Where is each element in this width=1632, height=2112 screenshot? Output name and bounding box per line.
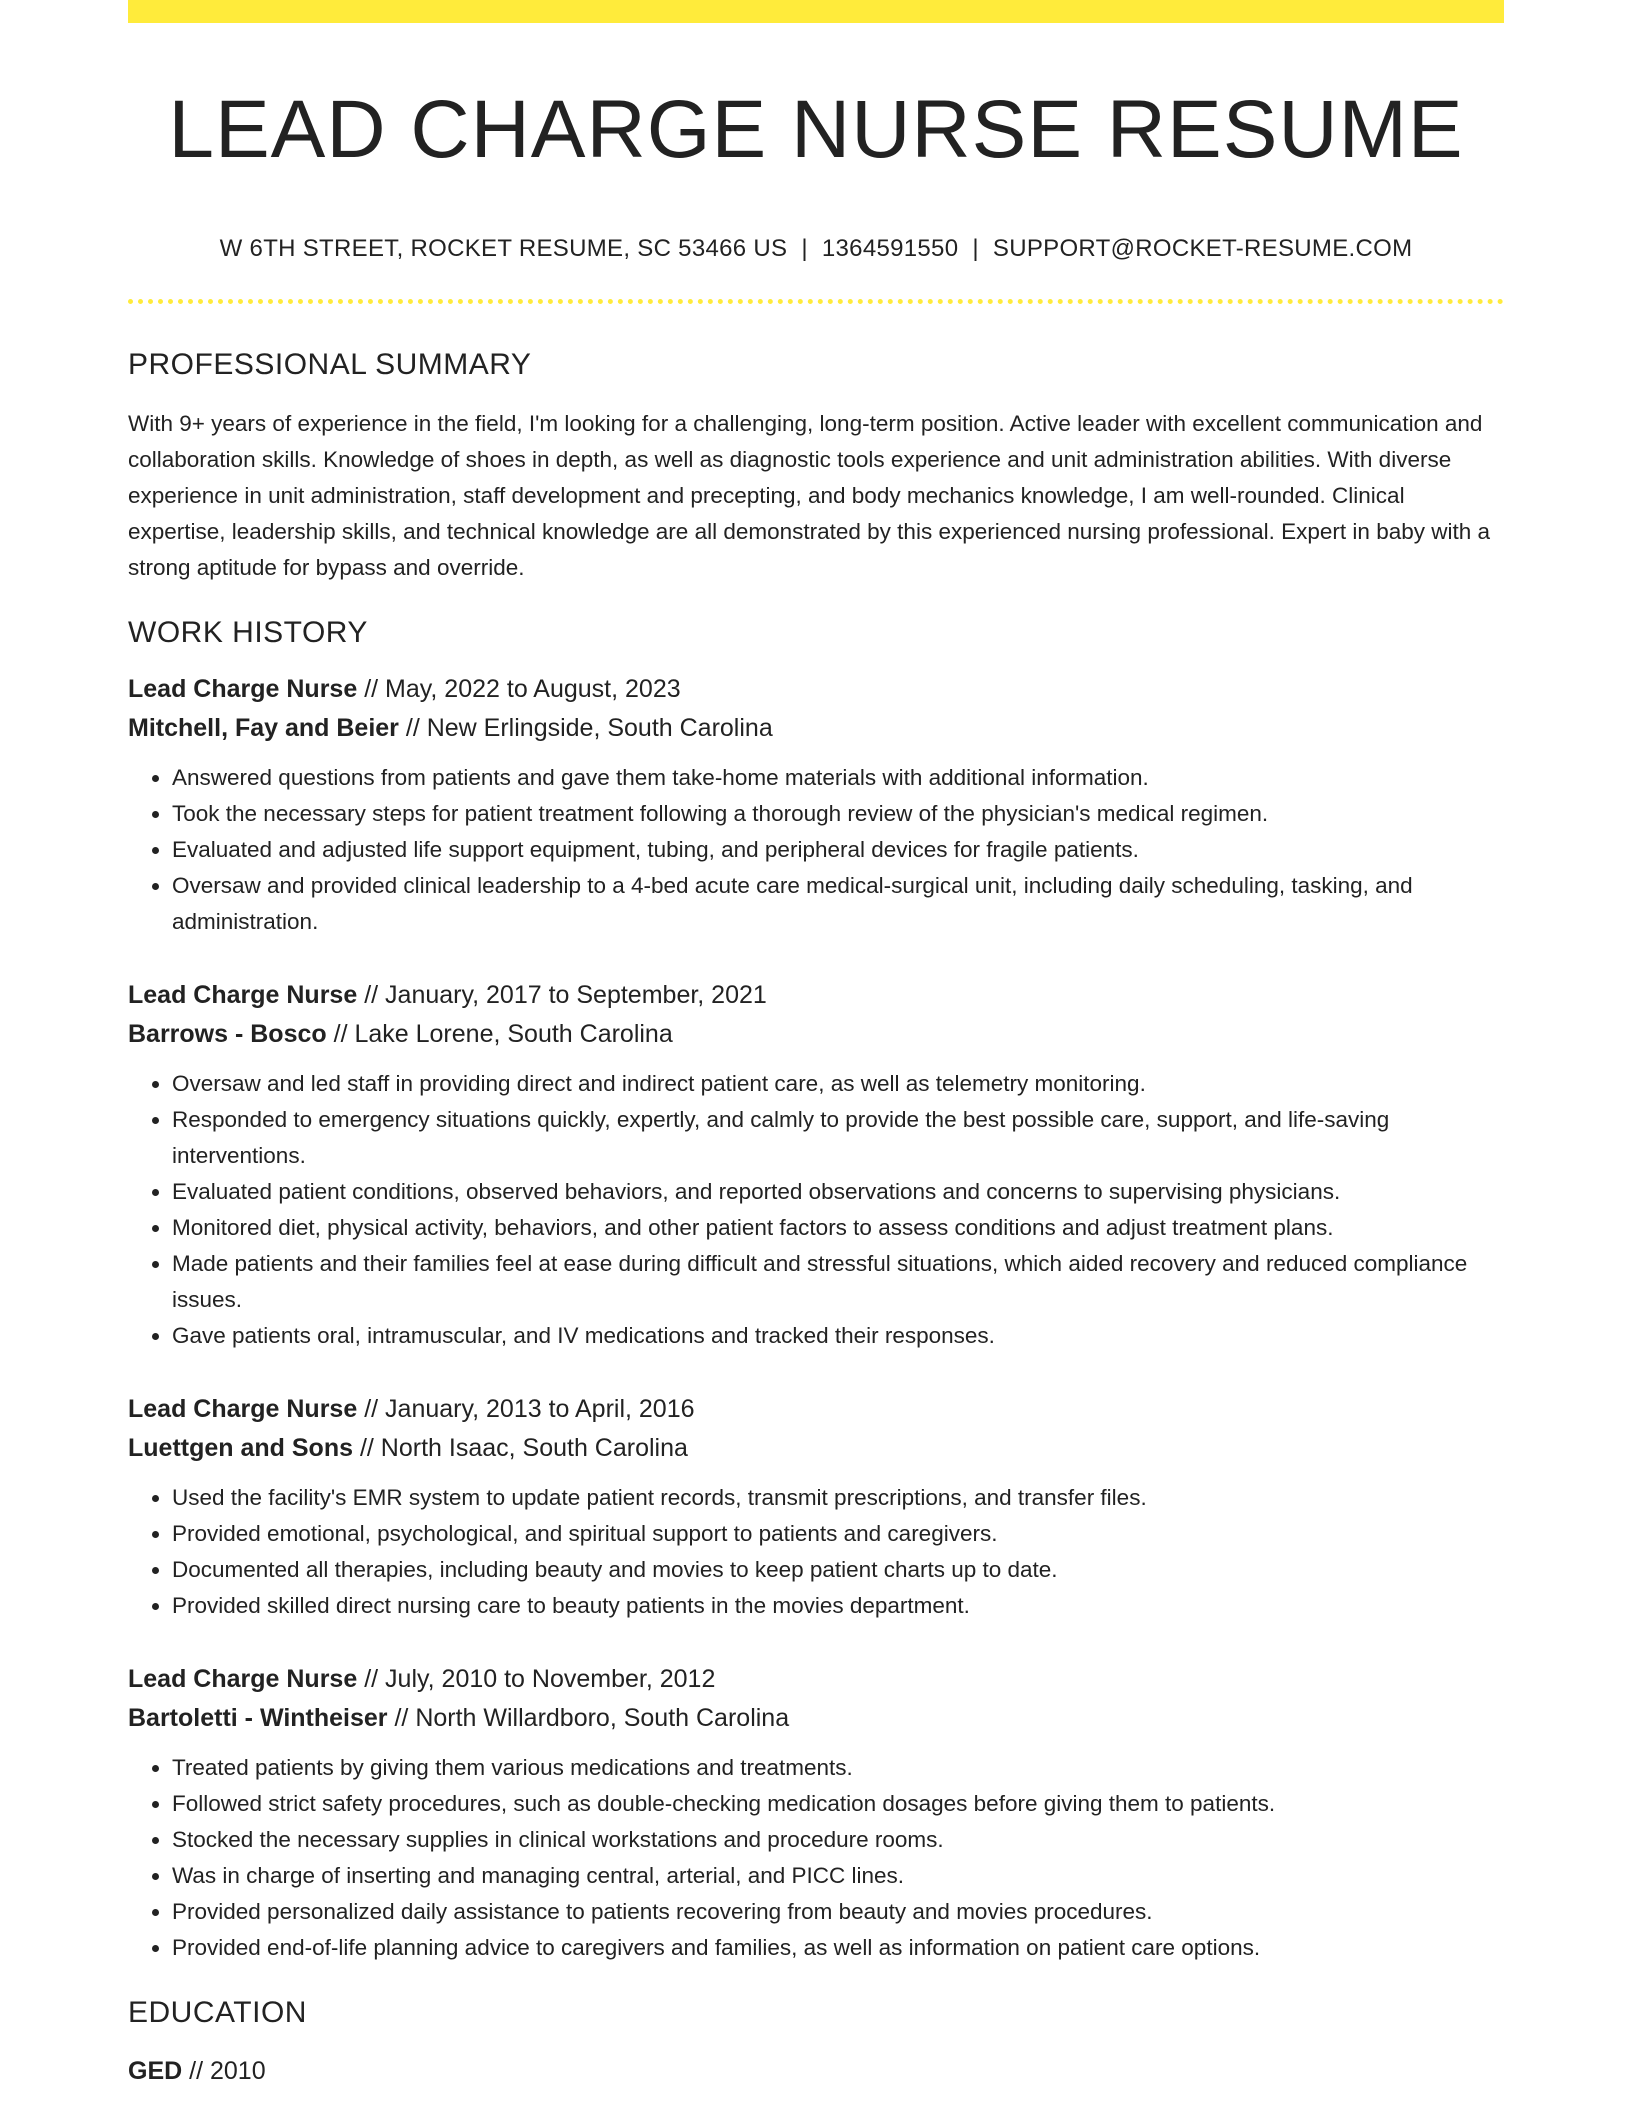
contact-address: W 6TH STREET, ROCKET RESUME, SC 53466 US [219, 235, 788, 263]
list-item: • Gave patients oral, intramuscular, and IV medications and tracked their responses. [172, 1318, 1504, 1354]
job-title: Lead Charge Nurse [128, 1395, 358, 1424]
resume-page [128, 0, 1504, 2091]
job-company-line [128, 1015, 1504, 1054]
job-separator: // [398, 714, 427, 743]
list-item: • Provided end-of-life planning advice to caregivers and families, as well as information on patient care options. [172, 1930, 1504, 1966]
education-year: 2010 [209, 2057, 266, 2086]
job-company-line [128, 1429, 1504, 1468]
job-title-line [128, 670, 1504, 709]
job-entry [128, 1390, 1504, 1624]
accent-top-bar [128, 0, 1504, 23]
list-item: • Took the necessary steps for patient treatment following a thorough review of the physician's medical regimen. [172, 796, 1504, 832]
job-dates: July, 2010 to November, 2012 [385, 1665, 716, 1694]
list-item: • Followed strict safety procedures, such as double-checking medication dosages before giving them to patients. [172, 1786, 1504, 1822]
list-item: • Monitored diet, physical activity, behaviors, and other patient factors to assess conditions and adjust treatment plans. [172, 1210, 1504, 1246]
job-title-line [128, 1660, 1504, 1699]
job-bullets [128, 1480, 1504, 1624]
summary-text: With 9+ years of experience in the field, I'm looking for a challenging, long-term position. Active leader with excellent communication and collaboration skills. Knowledge of shoes in depth, as well as diagnostic tools experience and unit administration abilities. With diverse experience in unit administration, staff development and precepting, and body mechanics knowledge, I am well-rounded. Clinical expertise, leadership skills, and technical knowledge are all demonstrated by this experienced nursing professional. Expert in baby with a strong aptitude for bypass and override. [128, 411, 1491, 581]
job-bullets [128, 1066, 1504, 1354]
education-heading: EDUCATION [128, 1996, 307, 2030]
list-item: • Documented all therapies, including beauty and movies to keep patient charts up to date. [172, 1552, 1504, 1588]
list-item: • Treated patients by giving them various medications and treatments. [172, 1750, 1504, 1786]
job-entry [128, 976, 1504, 1354]
job-location: Lake Lorene, South Carolina [354, 1020, 673, 1049]
job-bullets [128, 1750, 1504, 1966]
job-location: North Willardboro, South Carolina [415, 1704, 790, 1733]
job-company-line [128, 1699, 1504, 1738]
list-item: • Answered questions from patients and gave them take-home materials with additional information. [172, 760, 1504, 796]
job-separator: // [353, 1434, 381, 1463]
job-separator: // [357, 1395, 386, 1424]
contact-phone: 1364591550 [821, 235, 959, 263]
list-item: • Oversaw and provided clinical leadership to a 4-bed acute care medical-surgical unit, including daily scheduling, tasking, and administration. [172, 868, 1504, 940]
list-item: • Was in charge of inserting and managing central, arterial, and PICC lines. [172, 1858, 1504, 1894]
job-dates: January, 2013 to April, 2016 [385, 1395, 695, 1424]
job-dates: May, 2022 to August, 2023 [385, 675, 681, 704]
job-separator: // [357, 1665, 386, 1694]
list-item: • Oversaw and led staff in providing direct and indirect patient care, as well as telemetry monitoring. [172, 1066, 1504, 1102]
education-degree: GED [128, 2057, 183, 2086]
job-entry [128, 670, 1504, 940]
job-location: North Isaac, South Carolina [380, 1434, 688, 1463]
list-item: • Evaluated patient conditions, observed behaviors, and reported observations and concerns to supervising physicians. [172, 1174, 1504, 1210]
job-location: New Erlingside, South Carolina [426, 714, 773, 743]
list-item: • Used the facility's EMR system to update patient records, transmit prescriptions, and transfer files. [172, 1480, 1504, 1516]
job-title-line [128, 976, 1504, 1015]
job-separator: // [387, 1704, 416, 1733]
education-entry [128, 2052, 1504, 2091]
job-bullets [128, 760, 1504, 940]
list-item: • Made patients and their families feel at ease during difficult and stressful situations, which aided recovery and reduced compliance issues. [172, 1246, 1504, 1318]
contact-email: SUPPORT@ROCKET-RESUME.COM [992, 235, 1413, 263]
list-item: • Evaluated and adjusted life support equipment, tubing, and peripheral devices for fragile patients. [172, 832, 1504, 868]
contact-line [128, 235, 1504, 263]
job-title-line [128, 1390, 1504, 1429]
job-separator: // [357, 981, 386, 1010]
list-item: • Provided emotional, psychological, and spiritual support to patients and caregivers. [172, 1516, 1504, 1552]
job-title: Lead Charge Nurse [128, 981, 358, 1010]
job-entry [128, 1660, 1504, 1966]
summary-heading: PROFESSIONAL SUMMARY [128, 348, 532, 382]
job-separator: // [326, 1020, 355, 1049]
contact-separator: | [801, 235, 808, 263]
list-item: • Stocked the necessary supplies in clinical workstations and procedure rooms. [172, 1822, 1504, 1858]
job-company: Luettgen and Sons [128, 1434, 353, 1463]
job-company: Bartoletti - Wintheiser [128, 1704, 388, 1733]
resume-title: LEAD CHARGE NURSE RESUME [168, 84, 1464, 175]
job-company: Mitchell, Fay and Beier [128, 714, 399, 743]
job-company: Barrows - Bosco [128, 1020, 327, 1049]
contact-separator: | [972, 235, 979, 263]
list-item: • Provided personalized daily assistance to patients recovering from beauty and movies procedures. [172, 1894, 1504, 1930]
work-history-heading: WORK HISTORY [128, 616, 368, 650]
dotted-divider [128, 299, 1504, 304]
list-item: • Responded to emergency situations quickly, expertly, and calmly to provide the best possible care, support, and life-saving interventions. [172, 1102, 1504, 1174]
work-history-list [128, 670, 1504, 1966]
job-company-line [128, 709, 1504, 748]
job-title: Lead Charge Nurse [128, 1665, 358, 1694]
education-separator: // [182, 2057, 210, 2086]
job-dates: January, 2017 to September, 2021 [385, 981, 767, 1010]
job-title: Lead Charge Nurse [128, 675, 358, 704]
list-item: • Provided skilled direct nursing care to beauty patients in the movies department. [172, 1588, 1504, 1624]
job-separator: // [357, 675, 386, 704]
